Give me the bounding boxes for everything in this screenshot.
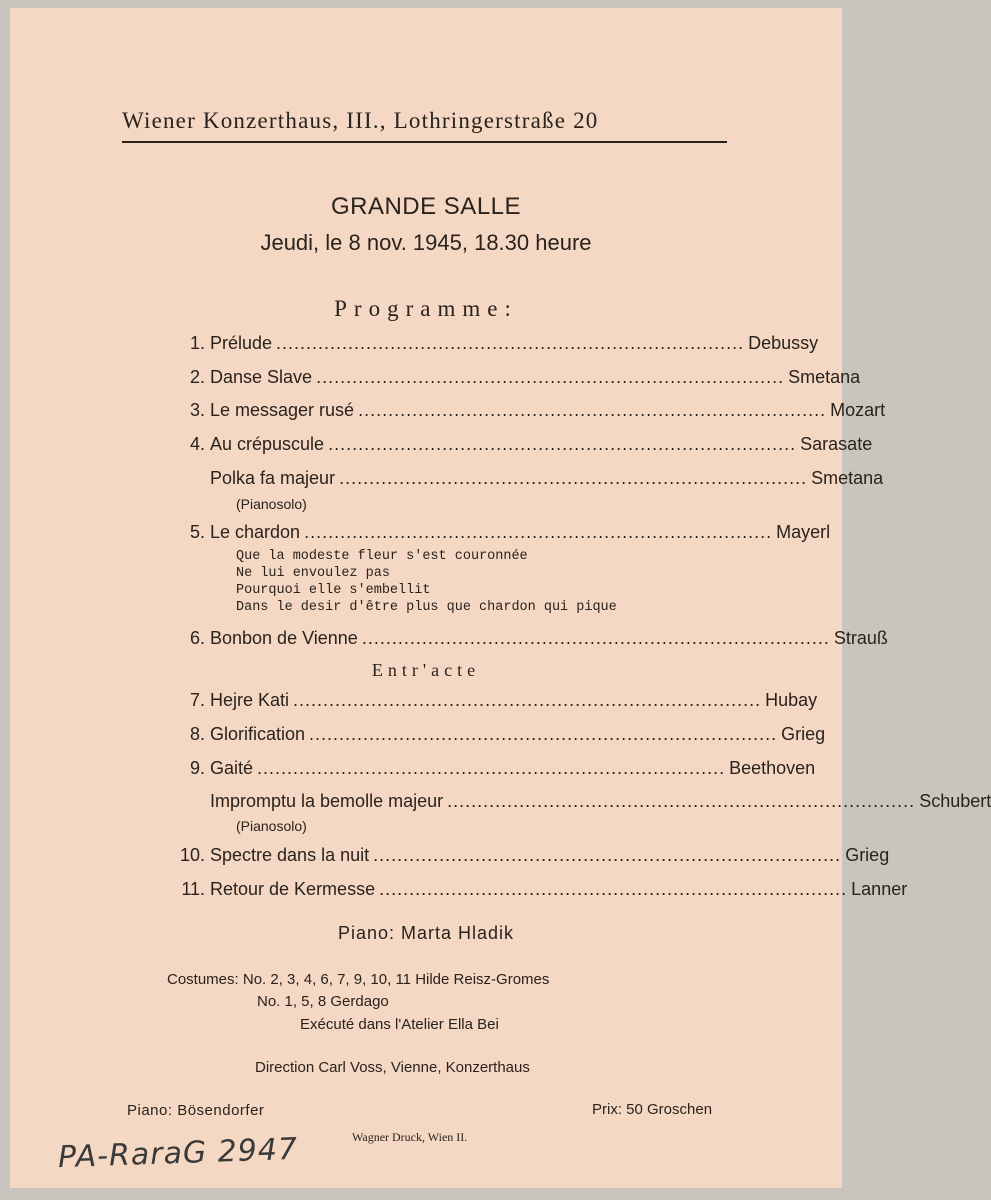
- item-title: Au crépuscule: [210, 434, 325, 454]
- programme-item: [170, 431, 873, 457]
- dot-leader: ..............................................................................: [358, 400, 827, 420]
- item-title: Gaité: [210, 758, 254, 778]
- item-number: 2.: [189, 367, 205, 387]
- item-title: Retour de Kermesse: [210, 879, 376, 899]
- hall-title: GRANDE SALLE: [330, 193, 522, 220]
- item-number: 6.: [189, 628, 205, 648]
- item-number: 10.: [179, 845, 205, 865]
- programme-item: [170, 465, 884, 491]
- item-composer: Lanner: [851, 879, 908, 899]
- archive-signature: PA-RaraG 2947: [57, 1131, 299, 1176]
- printer-imprint: Wagner Druck, Wien II.: [352, 1130, 468, 1144]
- item-composer: Grieg: [845, 845, 890, 865]
- item-composer: Schubert: [919, 791, 991, 811]
- item-title: Le messager rusé: [210, 400, 355, 420]
- item-composer: Mayerl: [776, 522, 831, 542]
- programme-item: [170, 330, 819, 356]
- item-composer: Beethoven: [729, 758, 816, 778]
- item-composer: Smetana: [788, 367, 861, 387]
- item-title: Hejre Kati: [210, 690, 290, 710]
- event-date: Jeudi, le 8 nov. 1945, 18.30 heure: [260, 230, 592, 255]
- programme-heading: Programme:: [334, 296, 518, 321]
- verse-line: Pourquoi elle s'embellit: [236, 583, 431, 598]
- item-number: 4.: [189, 434, 205, 454]
- atelier-credit: Exécuté dans l'Atelier Ella Bei: [300, 1016, 499, 1033]
- item-title: Prélude: [210, 333, 273, 353]
- verse-line: Dans le desir d'être plus que chardon qui pique: [236, 600, 617, 615]
- dot-leader: ..............................................................................: [276, 333, 745, 353]
- item-number: 3.: [189, 400, 205, 420]
- dot-leader: ..............................................................................: [379, 879, 848, 899]
- item-composer: Strauß: [833, 628, 888, 648]
- programme-item: [170, 842, 890, 868]
- item-title: Glorification: [210, 724, 306, 744]
- item-composer: Mozart: [830, 400, 886, 420]
- header-rule: [122, 141, 727, 143]
- dot-leader: ..............................................................................: [328, 434, 797, 454]
- program-sheet: [10, 8, 991, 1188]
- item-composer: Smetana: [811, 468, 884, 488]
- programme-item: [170, 721, 826, 747]
- dot-leader: ..............................................................................: [304, 522, 773, 542]
- item-title: Spectre dans la nuit: [210, 845, 370, 865]
- costumes-line: No. 1, 5, 8 Gerdago: [257, 993, 389, 1010]
- verse-line: Ne lui envoulez pas: [236, 566, 390, 581]
- dot-leader: ..............................................................................: [309, 724, 778, 744]
- item-title: Bonbon de Vienne: [210, 628, 358, 648]
- intermission-label: Entr'acte: [371, 660, 481, 680]
- programme-item: [170, 788, 991, 814]
- dot-leader: ..............................................................................: [257, 758, 726, 778]
- item-number: 7.: [189, 690, 205, 710]
- item-title: Le chardon: [210, 522, 301, 542]
- item-number: [170, 788, 210, 814]
- direction-credit: Direction Carl Voss, Vienne, Konzerthaus: [255, 1059, 530, 1076]
- item-title: Polka fa majeur: [210, 468, 336, 488]
- item-number: 11.: [181, 879, 205, 899]
- dot-leader: ..............................................................................: [339, 468, 808, 488]
- programme-item: [170, 687, 818, 713]
- dot-leader: ..............................................................................: [361, 628, 830, 648]
- item-number: 5.: [189, 522, 205, 542]
- item-number: [170, 465, 210, 491]
- ticket-price: Prix: 50 Groschen: [592, 1101, 713, 1118]
- item-note: (Pianosolo): [236, 496, 307, 512]
- programme-item: [170, 876, 908, 902]
- item-note: (Pianosolo): [236, 818, 307, 834]
- programme-item: [170, 755, 816, 781]
- programme-item: [170, 519, 831, 545]
- piano-maker: Piano: Bösendorfer: [127, 1102, 265, 1119]
- programme-item: [170, 625, 888, 651]
- item-composer: Sarasate: [800, 434, 873, 454]
- dot-leader: ..............................................................................: [293, 690, 762, 710]
- item-title: Impromptu la bemolle majeur: [210, 791, 444, 811]
- item-number: 8.: [189, 724, 205, 744]
- item-number: 9.: [189, 758, 205, 778]
- item-composer: Debussy: [748, 333, 819, 353]
- verse-line: Que la modeste fleur s'est couronnée: [236, 549, 528, 564]
- programme-item: [170, 364, 861, 390]
- venue-header: Wiener Konzerthaus, III., Lothringerstraße 20: [122, 108, 599, 133]
- costumes-line: Costumes: No. 2, 3, 4, 6, 7, 9, 10, 11 Hilde Reisz-Gromes: [167, 971, 550, 988]
- item-number: 1.: [189, 333, 205, 353]
- item-composer: Hubay: [765, 690, 818, 710]
- piano-performer: Piano: Marta Hladik: [337, 923, 515, 943]
- dot-leader: ..............................................................................: [447, 791, 916, 811]
- dot-leader: ..............................................................................: [316, 367, 785, 387]
- item-composer: Grieg: [781, 724, 826, 744]
- item-title: Danse Slave: [210, 367, 313, 387]
- dot-leader: ..............................................................................: [373, 845, 842, 865]
- programme-item: [170, 397, 886, 423]
